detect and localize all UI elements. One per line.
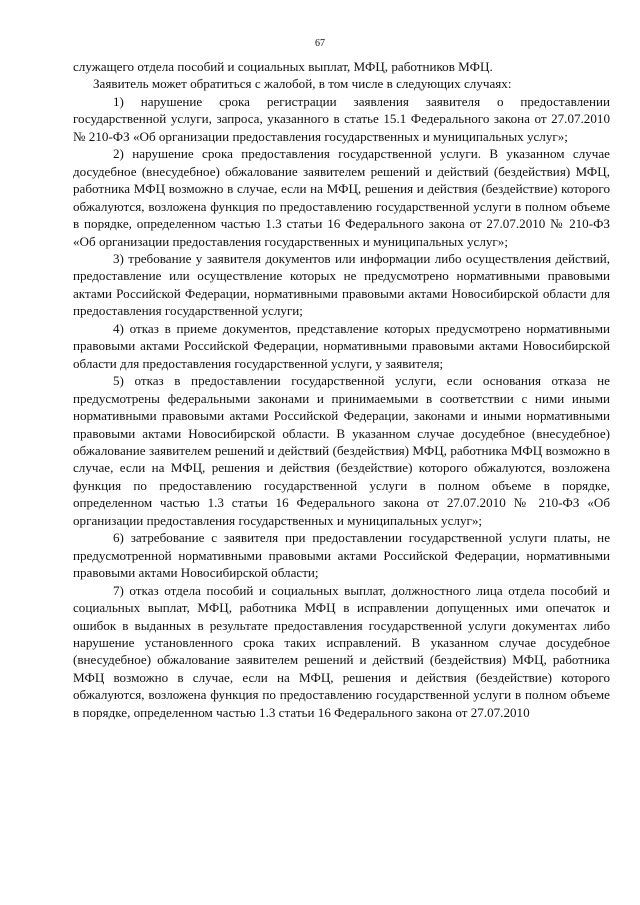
paragraph-case-5: 5) отказ в предоставлении государственной услуги, если основания отказа не предусмотрены федеральными законами и принимаемыми в соответствии с ними иными нормативными правовыми актами Российской Федерации, законами и иными нормативными правовыми актами Новосибирской области. В указанном случае досудебное (внесудебное) обжалование заявителем решений и действий (бездействия) МФЦ, работника МФЦ возможно в случае, если на МФЦ, решения и действия (бездействие) которого обжалуются, возложена функция по предоставлению государственной услуги в полном объеме в порядке, определенном частью 1.3 статьи 16 Федерального закона от 27.07.2010 № 210-ФЗ «Об организации предоставления государственных и муниципальных услуг»; — [73, 373, 610, 528]
page-number: 67 — [315, 38, 325, 49]
paragraph-case-6: 6) затребование с заявителя при предоставлении государственной услуги платы, не предусмотренной нормативными правовыми актами Российской Федерации, нормативными правовыми актами Новосибирской области; — [73, 530, 610, 581]
paragraph-case-2: 2) нарушение срока предоставления государственной услуги. В указанном случае досудебное (внесудебное) обжалование заявителем решений и действий (бездействия) МФЦ, работника МФЦ возможно в случае, если на МФЦ, решения и действия (бездействие) которого обжалуются, возложена функция по предоставлению государственной услуги в полном объеме в порядке, определенном частью 1.3 статьи 16 Федерального закона от 27.07.2010 № 210-ФЗ «Об организации предоставления государственных и муниципальных услуг»; — [73, 146, 610, 249]
paragraph-continuation: служащего отдела пособий и социальных выплат, МФЦ, работников МФЦ. — [73, 59, 493, 74]
paragraph-case-3: 3) требование у заявителя документов или информации либо осуществления действий, предоставление или осуществление которых не предусмотрено нормативными правовыми актами Российской Федерации, нормативными правовыми актами Новосибирской области для предоставления государственной услуги; — [73, 250, 610, 319]
paragraph-case-1: 1) нарушение срока регистрации заявления заявителя о предоставлении государственной услуги, запроса, указанного в статье 15.1 Федерального закона от 27.07.2010 № 210-ФЗ «Об организации предоставления государственных и муниципальных услуг»; — [73, 93, 610, 144]
paragraph-case-7: 7) отказ отдела пособий и социальных выплат, должностного лица отдела пособий и социальных выплат, МФЦ, работника МФЦ в исправлении допущенных ими опечаток и ошибок в выданных в результате предоставления государственной услуги документах либо нарушение установленного срока таких исправлений. В указанном случае досудебное (внесудебное) обжалование заявителем решений и действий (бездействия) МФЦ, работника МФЦ возможно в случае, если на МФЦ, решения и действия (бездействие) которого обжалуются, возложена функция по предоставлению государственной услуги в полном объеме в порядке, определенном частью 1.3 статьи 16 Федерального закона от 27.07.2010 — [73, 582, 610, 720]
paragraph-case-4: 4) отказ в приеме документов, представление которых предусмотрено нормативными правовыми актами Российской Федерации, нормативными правовыми актами Новосибирской области для предоставления государственной услуги, у заявителя; — [73, 320, 610, 371]
paragraph-intro: Заявитель может обратиться с жалобой, в том числе в следующих случаях: — [93, 76, 512, 92]
document-body — [73, 58, 610, 721]
